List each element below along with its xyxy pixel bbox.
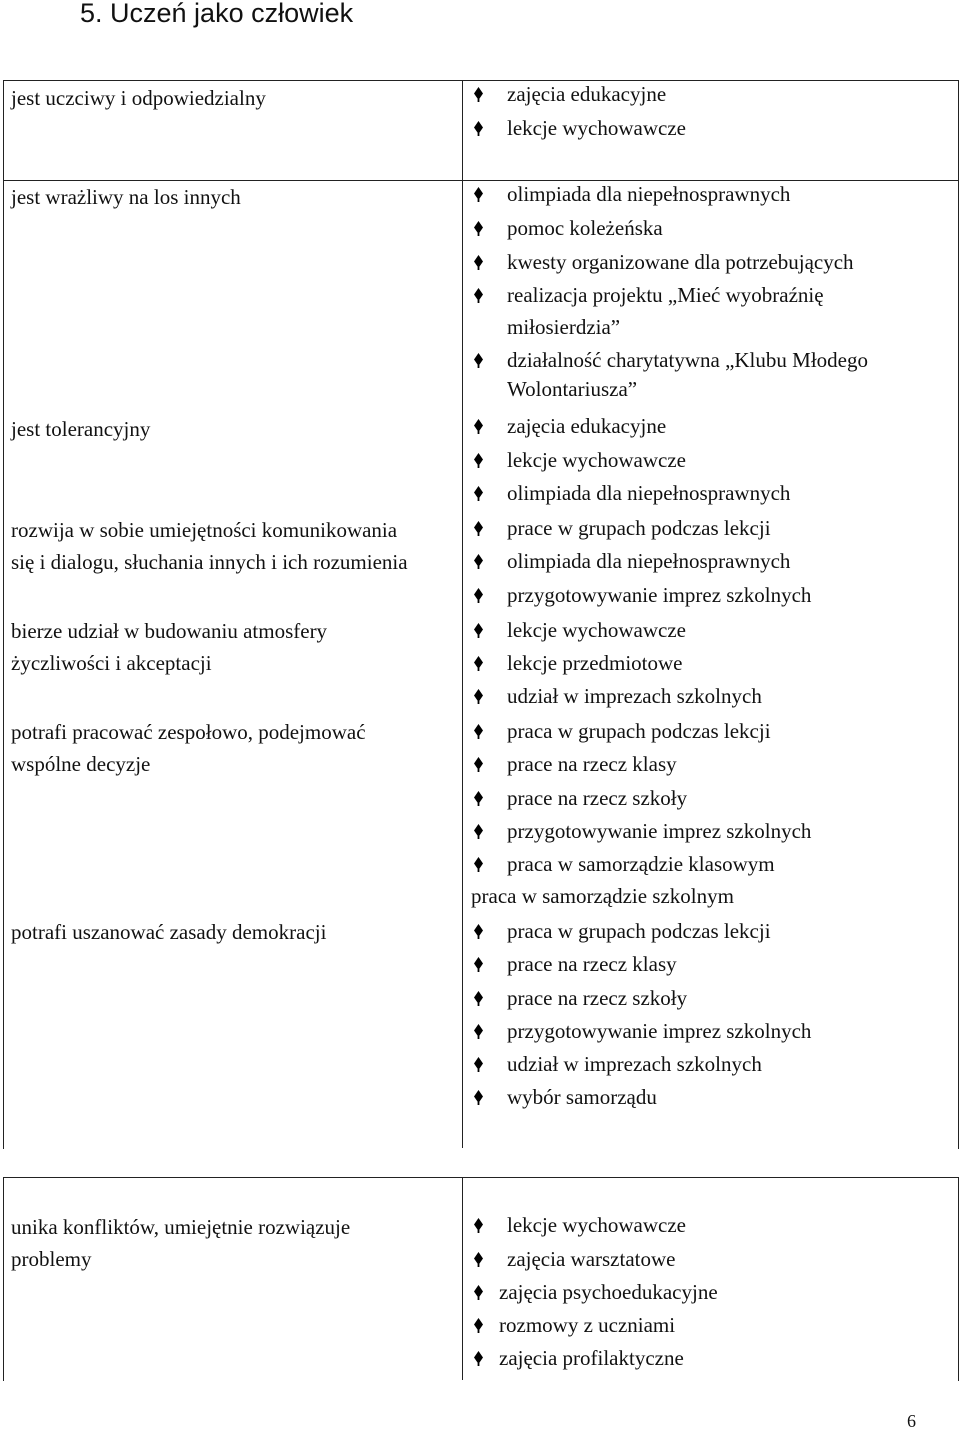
activity-item: kwesty organizowane dla potrzebujących: [507, 250, 854, 274]
trait-cell: [11, 916, 326, 948]
trait-text: bierze udział w budowaniu atmosfery: [11, 619, 328, 643]
activity-item: prace na rzecz szkoły: [507, 986, 688, 1010]
diamond-bullet-icon: [474, 757, 482, 771]
trait-cell: [11, 1211, 350, 1275]
activity-item: zajęcia edukacyjne: [507, 414, 667, 438]
diamond-bullet-icon: [474, 353, 482, 367]
activity-item: praca w grupach podczas lekcji: [507, 719, 771, 743]
trait-text: jest wrażliwy na los innych: [11, 185, 241, 209]
activity-item: prace na rzecz szkoły: [507, 786, 688, 810]
diamond-bullet-icon: [474, 656, 482, 670]
activity-item: lekcje wychowawcze: [507, 618, 686, 642]
activity-item: działalność charytatywna „Klubu Młodego: [507, 348, 868, 372]
diamond-bullet-icon: [474, 991, 482, 1005]
activity-item: przygotowywanie imprez szkolnych: [507, 583, 812, 607]
diamond-bullet-icon: [474, 1252, 482, 1266]
trait-text: potrafi pracować zespołowo, podejmować: [11, 720, 366, 744]
trait-text: życzliwości i akceptacji: [11, 651, 212, 675]
trait-text: się i dialogu, słuchania innych i ich rozumienia: [11, 550, 408, 574]
diamond-bullet-icon: [474, 419, 482, 433]
diamond-bullet-icon: [474, 924, 482, 938]
activity-item: zajęcia edukacyjne: [507, 82, 667, 106]
trait-text: wspólne decyzje: [11, 752, 151, 776]
diamond-bullet-icon: [474, 121, 482, 135]
diamond-bullet-icon: [474, 588, 482, 602]
diamond-bullet-icon: [474, 87, 482, 101]
diamond-bullet-icon: [474, 824, 482, 838]
activity-item: zajęcia warsztatowe: [507, 1247, 676, 1271]
column-divider: [462, 80, 463, 1148]
diamond-bullet-icon: [474, 1218, 482, 1232]
activity-item: zajęcia profilaktyczne: [499, 1346, 684, 1370]
activity-item: prace na rzecz klasy: [507, 752, 677, 776]
activity-item: praca w samorządzie szkolnym: [471, 884, 734, 908]
activity-item: praca w grupach podczas lekcji: [507, 919, 771, 943]
diamond-bullet-icon: [474, 724, 482, 738]
trait-cell: [11, 82, 266, 114]
trait-text: rozwija w sobie umiejętności komunikowania: [11, 518, 398, 542]
page-number: 6: [907, 1411, 916, 1431]
diamond-bullet-icon: [474, 1024, 482, 1038]
trait-cell: [11, 413, 150, 445]
activity-item: przygotowywanie imprez szkolnych: [507, 1019, 812, 1043]
diamond-bullet-icon: [474, 554, 482, 568]
activity-item: olimpiada dla niepełnosprawnych: [507, 481, 791, 505]
activity-item: udział w imprezach szkolnych: [507, 1052, 762, 1076]
trait-cell: [11, 615, 327, 679]
diamond-bullet-icon: [474, 255, 482, 269]
activity-item: realizacja projektu „Mieć wyobraźnię: [507, 283, 824, 307]
activity-item: lekcje wychowawcze: [507, 448, 686, 472]
diamond-bullet-icon: [474, 1351, 482, 1365]
diamond-bullet-icon: [474, 791, 482, 805]
activity-item: lekcje wychowawcze: [507, 116, 686, 140]
trait-text: jest uczciwy i odpowiedzialny: [11, 86, 266, 110]
section-title: 5. Uczeń jako człowiek: [80, 0, 354, 28]
activity-item: praca w samorządzie klasowym: [507, 852, 775, 876]
diamond-bullet-icon: [474, 288, 482, 302]
column-divider: [462, 1177, 463, 1380]
diamond-bullet-icon: [474, 689, 482, 703]
diamond-bullet-icon: [474, 521, 482, 535]
activity-item: zajęcia psychoedukacyjne: [499, 1280, 718, 1304]
activity-item: miłosierdzia”: [507, 315, 621, 339]
diamond-bullet-icon: [474, 857, 482, 871]
diamond-bullet-icon: [474, 957, 482, 971]
trait-cell: [11, 181, 241, 213]
diamond-bullet-icon: [474, 486, 482, 500]
diamond-bullet-icon: [474, 623, 482, 637]
trait-text: problemy: [11, 1247, 92, 1271]
activity-item: udział w imprezach szkolnych: [507, 684, 762, 708]
diamond-bullet-icon: [474, 1285, 482, 1299]
activity-item: wybór samorządu: [507, 1085, 657, 1109]
activity-item: Wolontariusza”: [507, 377, 638, 401]
activity-item: pomoc koleżeńska: [507, 216, 663, 240]
trait-text: potrafi uszanować zasady demokracji: [11, 920, 327, 944]
trait-text: jest tolerancyjny: [11, 417, 151, 441]
activity-item: rozmowy z uczniami: [499, 1313, 676, 1337]
diamond-bullet-icon: [474, 187, 482, 201]
activity-item: prace na rzecz klasy: [507, 952, 677, 976]
activity-item: przygotowywanie imprez szkolnych: [507, 819, 812, 843]
diamond-bullet-icon: [474, 221, 482, 235]
diamond-bullet-icon: [474, 1318, 482, 1332]
trait-text: unika konfliktów, umiejętnie rozwiązuje: [11, 1215, 351, 1239]
trait-cell: [11, 716, 366, 780]
activity-item: lekcje przedmiotowe: [507, 651, 683, 675]
activity-item: prace w grupach podczas lekcji: [507, 516, 771, 540]
activity-item: lekcje wychowawcze: [507, 1213, 686, 1237]
diamond-bullet-icon: [474, 453, 482, 467]
activity-item: olimpiada dla niepełnosprawnych: [507, 549, 791, 573]
activity-item: olimpiada dla niepełnosprawnych: [507, 182, 791, 206]
trait-cell: [11, 514, 408, 578]
diamond-bullet-icon: [474, 1057, 482, 1071]
diamond-bullet-icon: [474, 1090, 482, 1104]
